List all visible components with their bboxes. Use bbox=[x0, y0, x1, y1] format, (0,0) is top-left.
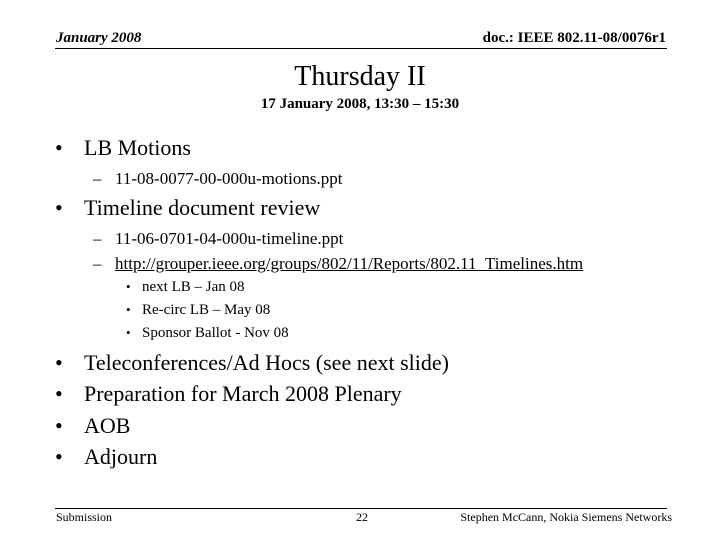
bullet-marker: • bbox=[55, 413, 63, 438]
dash-marker: – bbox=[93, 169, 102, 188]
bullet-text: AOB bbox=[84, 413, 131, 438]
bullet-marker: • bbox=[55, 135, 63, 160]
footer-page-number: 22 bbox=[356, 510, 368, 524]
bullet-marker: • bbox=[55, 381, 63, 406]
sub-bullet-link-wrap bbox=[115, 254, 583, 274]
bullet-text: Adjourn bbox=[84, 444, 158, 469]
bullet-text: Teleconferences/Ad Hocs (see next slide) bbox=[84, 350, 449, 375]
sub-sub-bullet-text: next LB – Jan 08 bbox=[142, 279, 245, 295]
sub-sub-bullet-text: Sponsor Ballot - Nov 08 bbox=[142, 325, 289, 341]
sub-bullet-text: 11-08-0077-00-000u-motions.ppt bbox=[115, 169, 343, 188]
header-rule bbox=[55, 48, 667, 49]
sub-sub-bullet-text: Re-circ LB – May 08 bbox=[142, 302, 271, 318]
bullet-text: LB Motions bbox=[84, 135, 191, 160]
bullet-marker: • bbox=[55, 350, 63, 375]
timelines-link[interactable]: http://grouper.ieee.org/groups/802/11/Reports/802.11_Timelines.htm bbox=[115, 254, 584, 273]
bullet-marker: • bbox=[126, 302, 131, 317]
bullet-text: Timeline document review bbox=[84, 195, 321, 220]
footer-submission: Submission bbox=[56, 510, 113, 524]
sub-bullet-text: 11-06-0701-04-000u-timeline.ppt bbox=[115, 229, 344, 248]
bullet-marker: • bbox=[126, 325, 131, 340]
bullet-text: Preparation for March 2008 Plenary bbox=[84, 381, 402, 406]
header-doc-id: doc.: IEEE 802.11-08/0076r1 bbox=[482, 30, 666, 46]
slide-title: Thursday II bbox=[294, 61, 426, 92]
dash-marker: – bbox=[93, 254, 102, 273]
dash-marker: – bbox=[93, 229, 102, 248]
footer-author: Stephen McCann, Nokia Siemens Networks bbox=[460, 510, 672, 524]
bullet-marker: • bbox=[55, 195, 63, 220]
header-date: January 2008 bbox=[56, 30, 142, 46]
footer-rule bbox=[55, 508, 667, 509]
slide-subtitle: 17 January 2008, 13:30 – 15:30 bbox=[260, 96, 460, 112]
bullet-marker: • bbox=[55, 444, 63, 469]
bullet-marker: • bbox=[126, 279, 131, 294]
